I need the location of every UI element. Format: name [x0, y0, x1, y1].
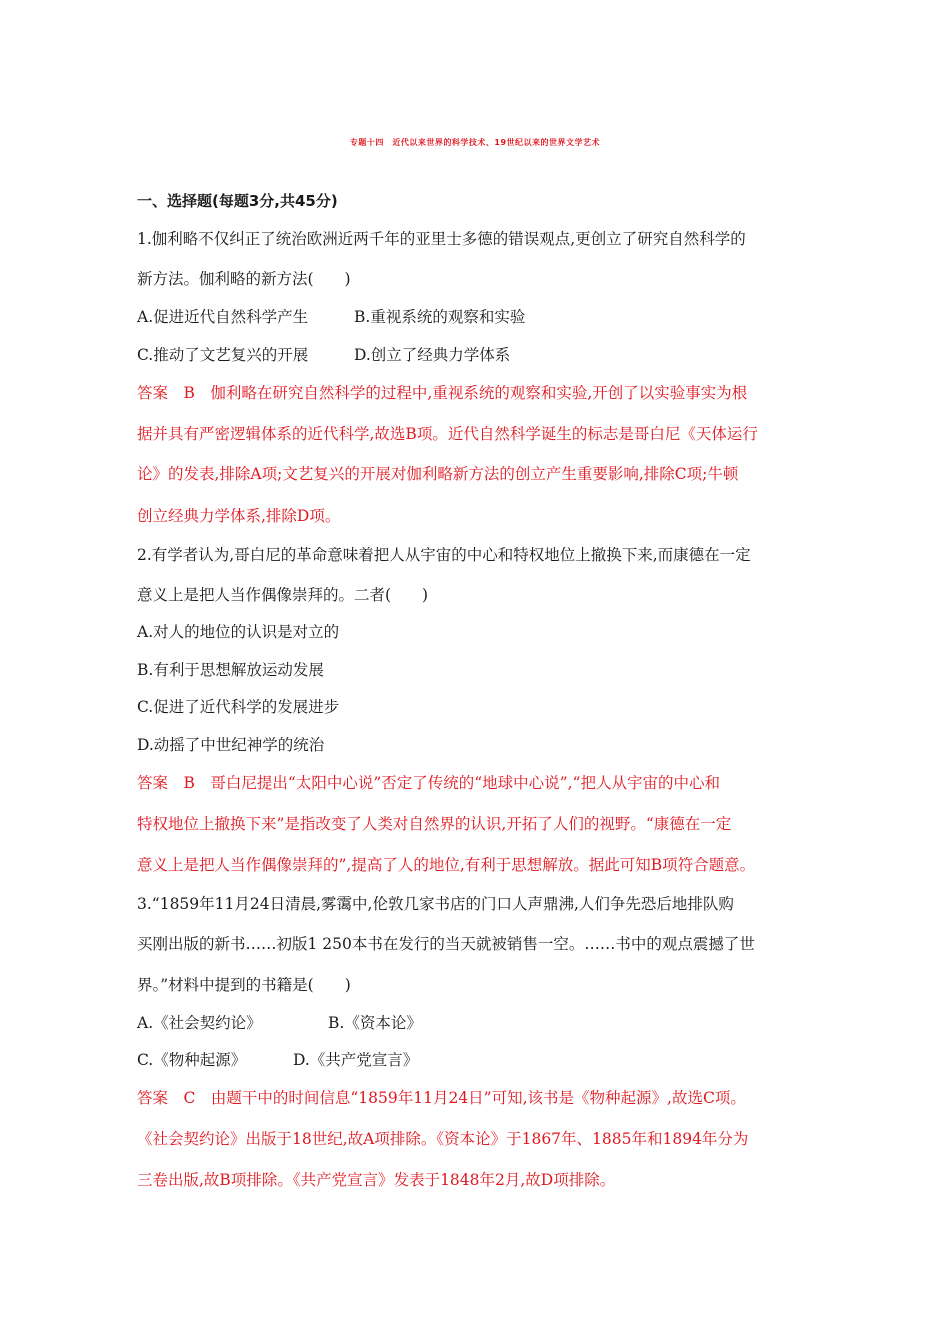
- q2-answer-line-1: 答案 B 哥白尼提出“太阳中心说”否定了传统的“地球中心说”,“把人从宇宙的中心和: [137, 774, 720, 792]
- q3-option-a: A.《社会契约论》: [137, 1014, 262, 1032]
- q1-stem-line-1: 1.伽利略不仅纠正了统治欧洲近两千年的亚里士多德的错误观点,更创立了研究自然科学的: [137, 230, 746, 248]
- q3-answer-line-1: 答案 C 由题干中的时间信息“1859年11月24日”可知,该书是《物种起源》,故选C项。: [137, 1089, 746, 1107]
- section-heading: 一、选择题(每题3分,共45分): [137, 192, 338, 210]
- q3-option-c: C.《物种起源》: [137, 1051, 247, 1069]
- q1-option-b: B.重视系统的观察和实验: [354, 308, 526, 326]
- q3-stem-line-1: 3.“1859年11月24日清晨,雾霭中,伦敦几家书店的门口人声鼎沸,人们争先恐后地排队购: [137, 895, 734, 913]
- page-title: 专题十四 近代以来世界的科学技术、19世纪以来的世界文学艺术: [349, 138, 601, 147]
- q2-option-a: A.对人的地位的认识是对立的: [137, 623, 340, 641]
- q1-option-c: C.推动了文艺复兴的开展: [137, 346, 309, 364]
- q2-option-c: C.促进了近代科学的发展进步: [137, 698, 340, 716]
- q1-option-d: D.创立了经典力学体系: [354, 346, 511, 364]
- q1-answer-line-2: 据并具有严密逻辑体系的近代科学,故选B项。近代自然科学诞生的标志是哥白尼《天体运行: [137, 425, 758, 443]
- q3-answer-line-3: 三卷出版,故B项排除。《共产党宣言》发表于1848年2月,故D项排除。: [137, 1171, 616, 1189]
- q1-option-a: A.促进近代自然科学产生: [137, 308, 309, 326]
- q1-answer-line-4: 创立经典力学体系,排除D项。: [137, 507, 341, 525]
- q3-option-d: D.《共产党宣言》: [293, 1051, 419, 1069]
- q1-stem-line-2: 新方法。伽利略的新方法( ): [137, 270, 351, 288]
- q2-option-d: D.动摇了中世纪神学的统治: [137, 736, 325, 754]
- q2-answer-line-3: 意义上是把人当作偶像崇拜的”,提高了人的地位,有利于思想解放。据此可知B项符合题意。: [137, 856, 756, 874]
- q3-stem-line-3: 界。”材料中提到的书籍是( ): [137, 976, 351, 994]
- q3-answer-line-2: 《社会契约论》出版于18世纪,故A项排除。《资本论》于1867年、1885年和1894年分为: [137, 1130, 749, 1148]
- q2-stem-line-2: 意义上是把人当作偶像崇拜的。二者( ): [137, 586, 429, 604]
- q2-answer-line-2: 特权地位上撤换下来”是指改变了人类对自然界的认识,开拓了人们的视野。“康德在一定: [137, 815, 732, 833]
- q3-stem-line-2: 买刚出版的新书……初版1 250本书在发行的当天就被销售一空。……书中的观点震撼了世: [137, 935, 755, 953]
- q2-option-b: B.有利于思想解放运动发展: [137, 661, 324, 679]
- q1-answer-line-1: 答案 B 伽利略在研究自然科学的过程中,重视系统的观察和实验,开创了以实验事实为根: [137, 384, 748, 402]
- q3-option-b: B.《资本论》: [328, 1014, 422, 1032]
- q1-answer-line-3: 论》的发表,排除A项;文艺复兴的开展对伽利略新方法的创立产生重要影响,排除C项;牛顿: [137, 465, 739, 483]
- q2-stem-line-1: 2.有学者认为,哥白尼的革命意味着把人从宇宙的中心和特权地位上撤换下来,而康德在一定: [137, 546, 751, 564]
